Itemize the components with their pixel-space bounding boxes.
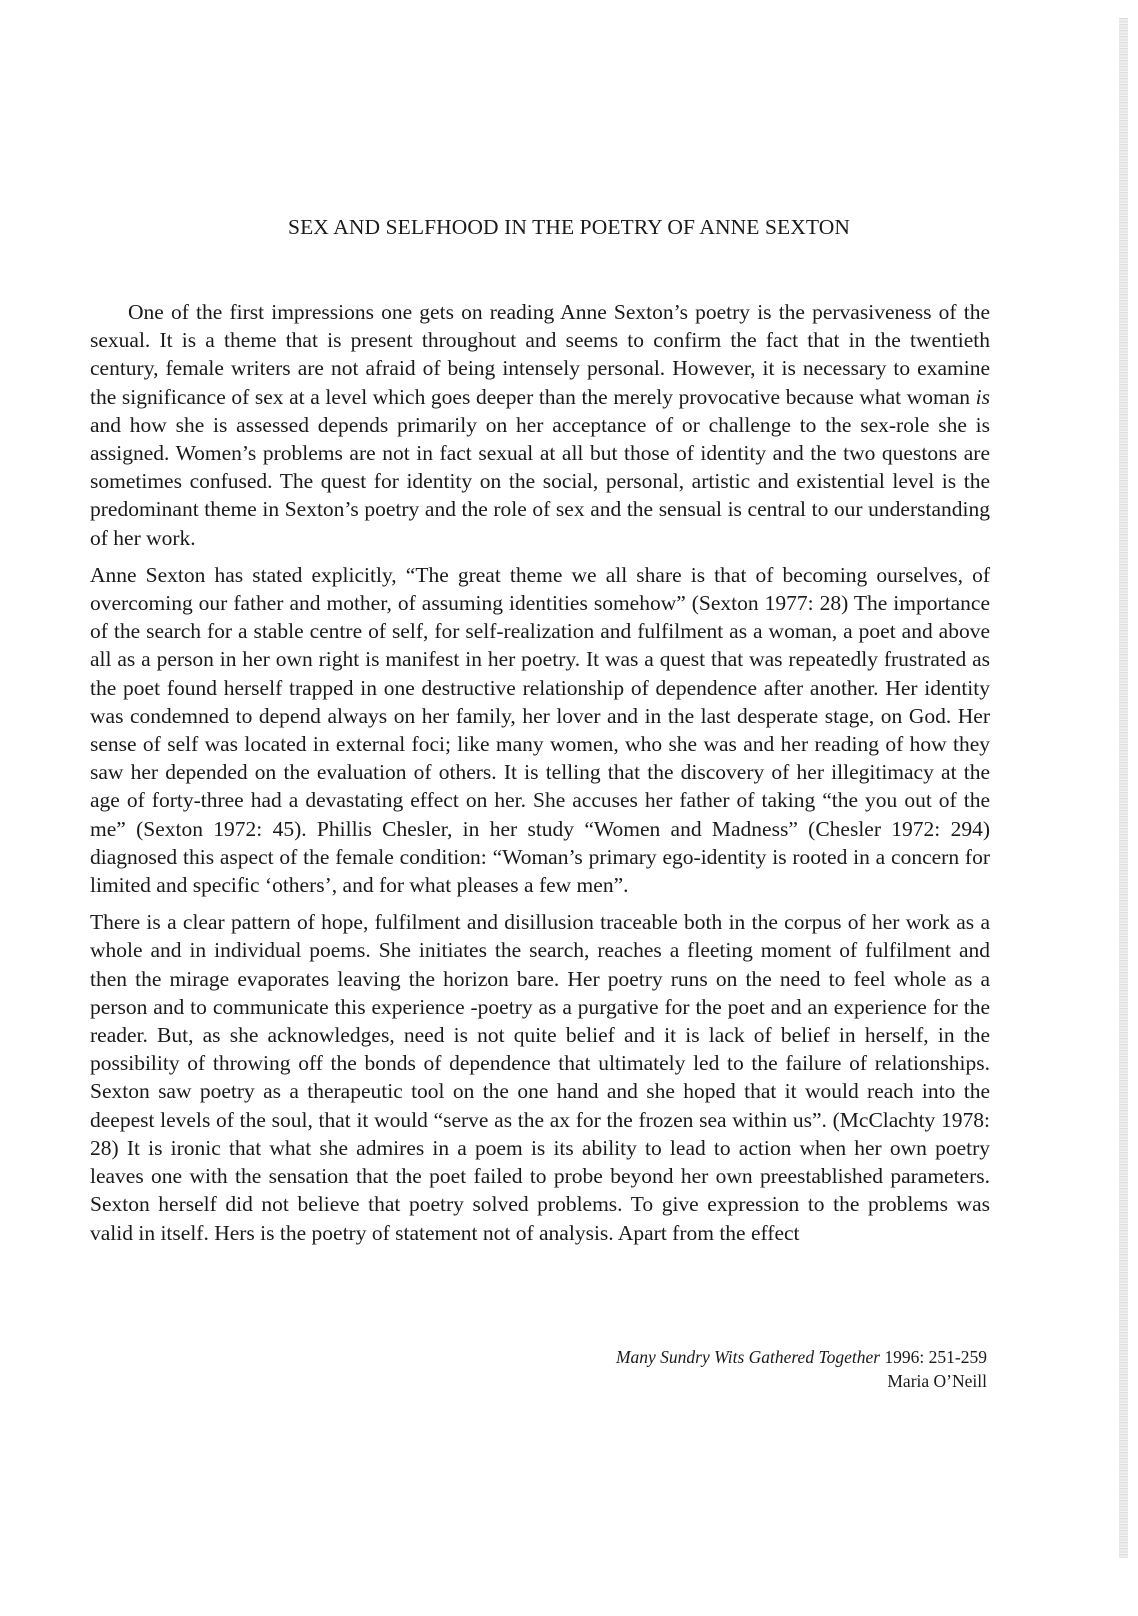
paragraph-2-text: Anne Sexton has stated explicitly, “The great theme we all share is that of becoming ourselves, of overcoming our father and mother, of assuming identities somehow” (Sexton 1977: 28) The importance of the search for a stable centre of self, for self-realization and fulfilment as a woman, a poet and above all as a person in her own right is manifest in her poetry. It was a quest that was repeatedly frustrated as the poet found herself trapped in one destructive relationship of dependence after another. Her identity was condemned to depend always on her family, her lover and in the last desperate stage, on God. Her sense of self was located in external foci; like many women, who she was and her reading of how they saw her depended on the evaluation of others. It is telling that the discovery of her illegitimacy at the age of forty-three had a devastating effect on her. She accuses her father of taking “the you out of the me” (Sexton 1972: 45). Phillis Chesler, in her study “Women and Madness” (Chesler 1972: 294) diagnosed this aspect of the female condition: “Woman’s primary ego-identity is rooted in a concern for limited and specific ‘others’, and for what pleases a few men”. (90, 562, 990, 898)
article-title: SEX AND SELFHOOD IN THE POETRY OF ANNE SEXTON (288, 215, 850, 239)
paragraph-3-text: There is a clear pattern of hope, fulfilment and disillusion traceable both in the corpus of her work as a whole and in individual poems. She initiates the search, reaches a fleeting moment of fulfilment and then the mirage evaporates leaving the horizon bare. Her poetry runs on the need to feel whole as a person and to communicate this experience -poetry as a purgative for the poet and an experience for the reader. But, as she acknowledges, need is not quite belief and it is lack of belief in herself, in the possibility of throwing off the bonds of dependence that ultimately led to the failure of relationships. Sexton saw poetry as a therapeutic tool on the one hand and she hoped that it would reach into the deepest levels of the soul, that it would “serve as the ax for the frozen sea within us”. (McClachty 1978: 28) It is ironic that what she admires in a poem is its ability to lead to action when her own poetry leaves one with the sensation that the poet failed to probe beyond her own preestablished parameters. Sexton herself did not believe that poetry solved problems. To give expression to the problems was valid in itself. Hers is the poetry of statement not of analysis. Apart from the effect (90, 910, 990, 1245)
body-paragraph-2 (90, 561, 990, 899)
scan-edge-artifact (1119, 18, 1128, 1558)
source-citation (616, 1345, 987, 1393)
citation-source-title: Many Sundry Wits Gathered Together (615, 1347, 881, 1367)
body-paragraph-3 (90, 908, 990, 1246)
body-paragraph-1 (90, 298, 990, 552)
paragraph-1-text-a: One of the first impressions one gets on reading Anne Sexton’s poetry is the pervasiveness of the sexual. It is a theme that is present throughout and seems to confirm the fact that in the twentieth century, female writers are not afraid of being intensely personal. However, it is necessary to examine the significance of sex at a level which goes deeper than the merely provocative because what woman (90, 300, 990, 409)
paragraph-1-italic-is: is (975, 384, 990, 409)
paragraph-1-text-b: and how she is assessed depends primarily on her acceptance of or challenge to the sex-role she is assigned. Women’s problems are not in fact sexual at all but those of identity and the two questons are sometimes confused. The quest for identity on the social, personal, artistic and existential level is the predominant theme in Sexton’s poetry and the role of sex and the sensual is central to our understanding of her work. (90, 412, 990, 550)
article-body (90, 298, 990, 1256)
citation-source-line (616, 1345, 987, 1369)
citation-source-details: 1996: 251-259 (880, 1347, 987, 1367)
citation-author: Maria O’Neill (887, 1371, 987, 1391)
